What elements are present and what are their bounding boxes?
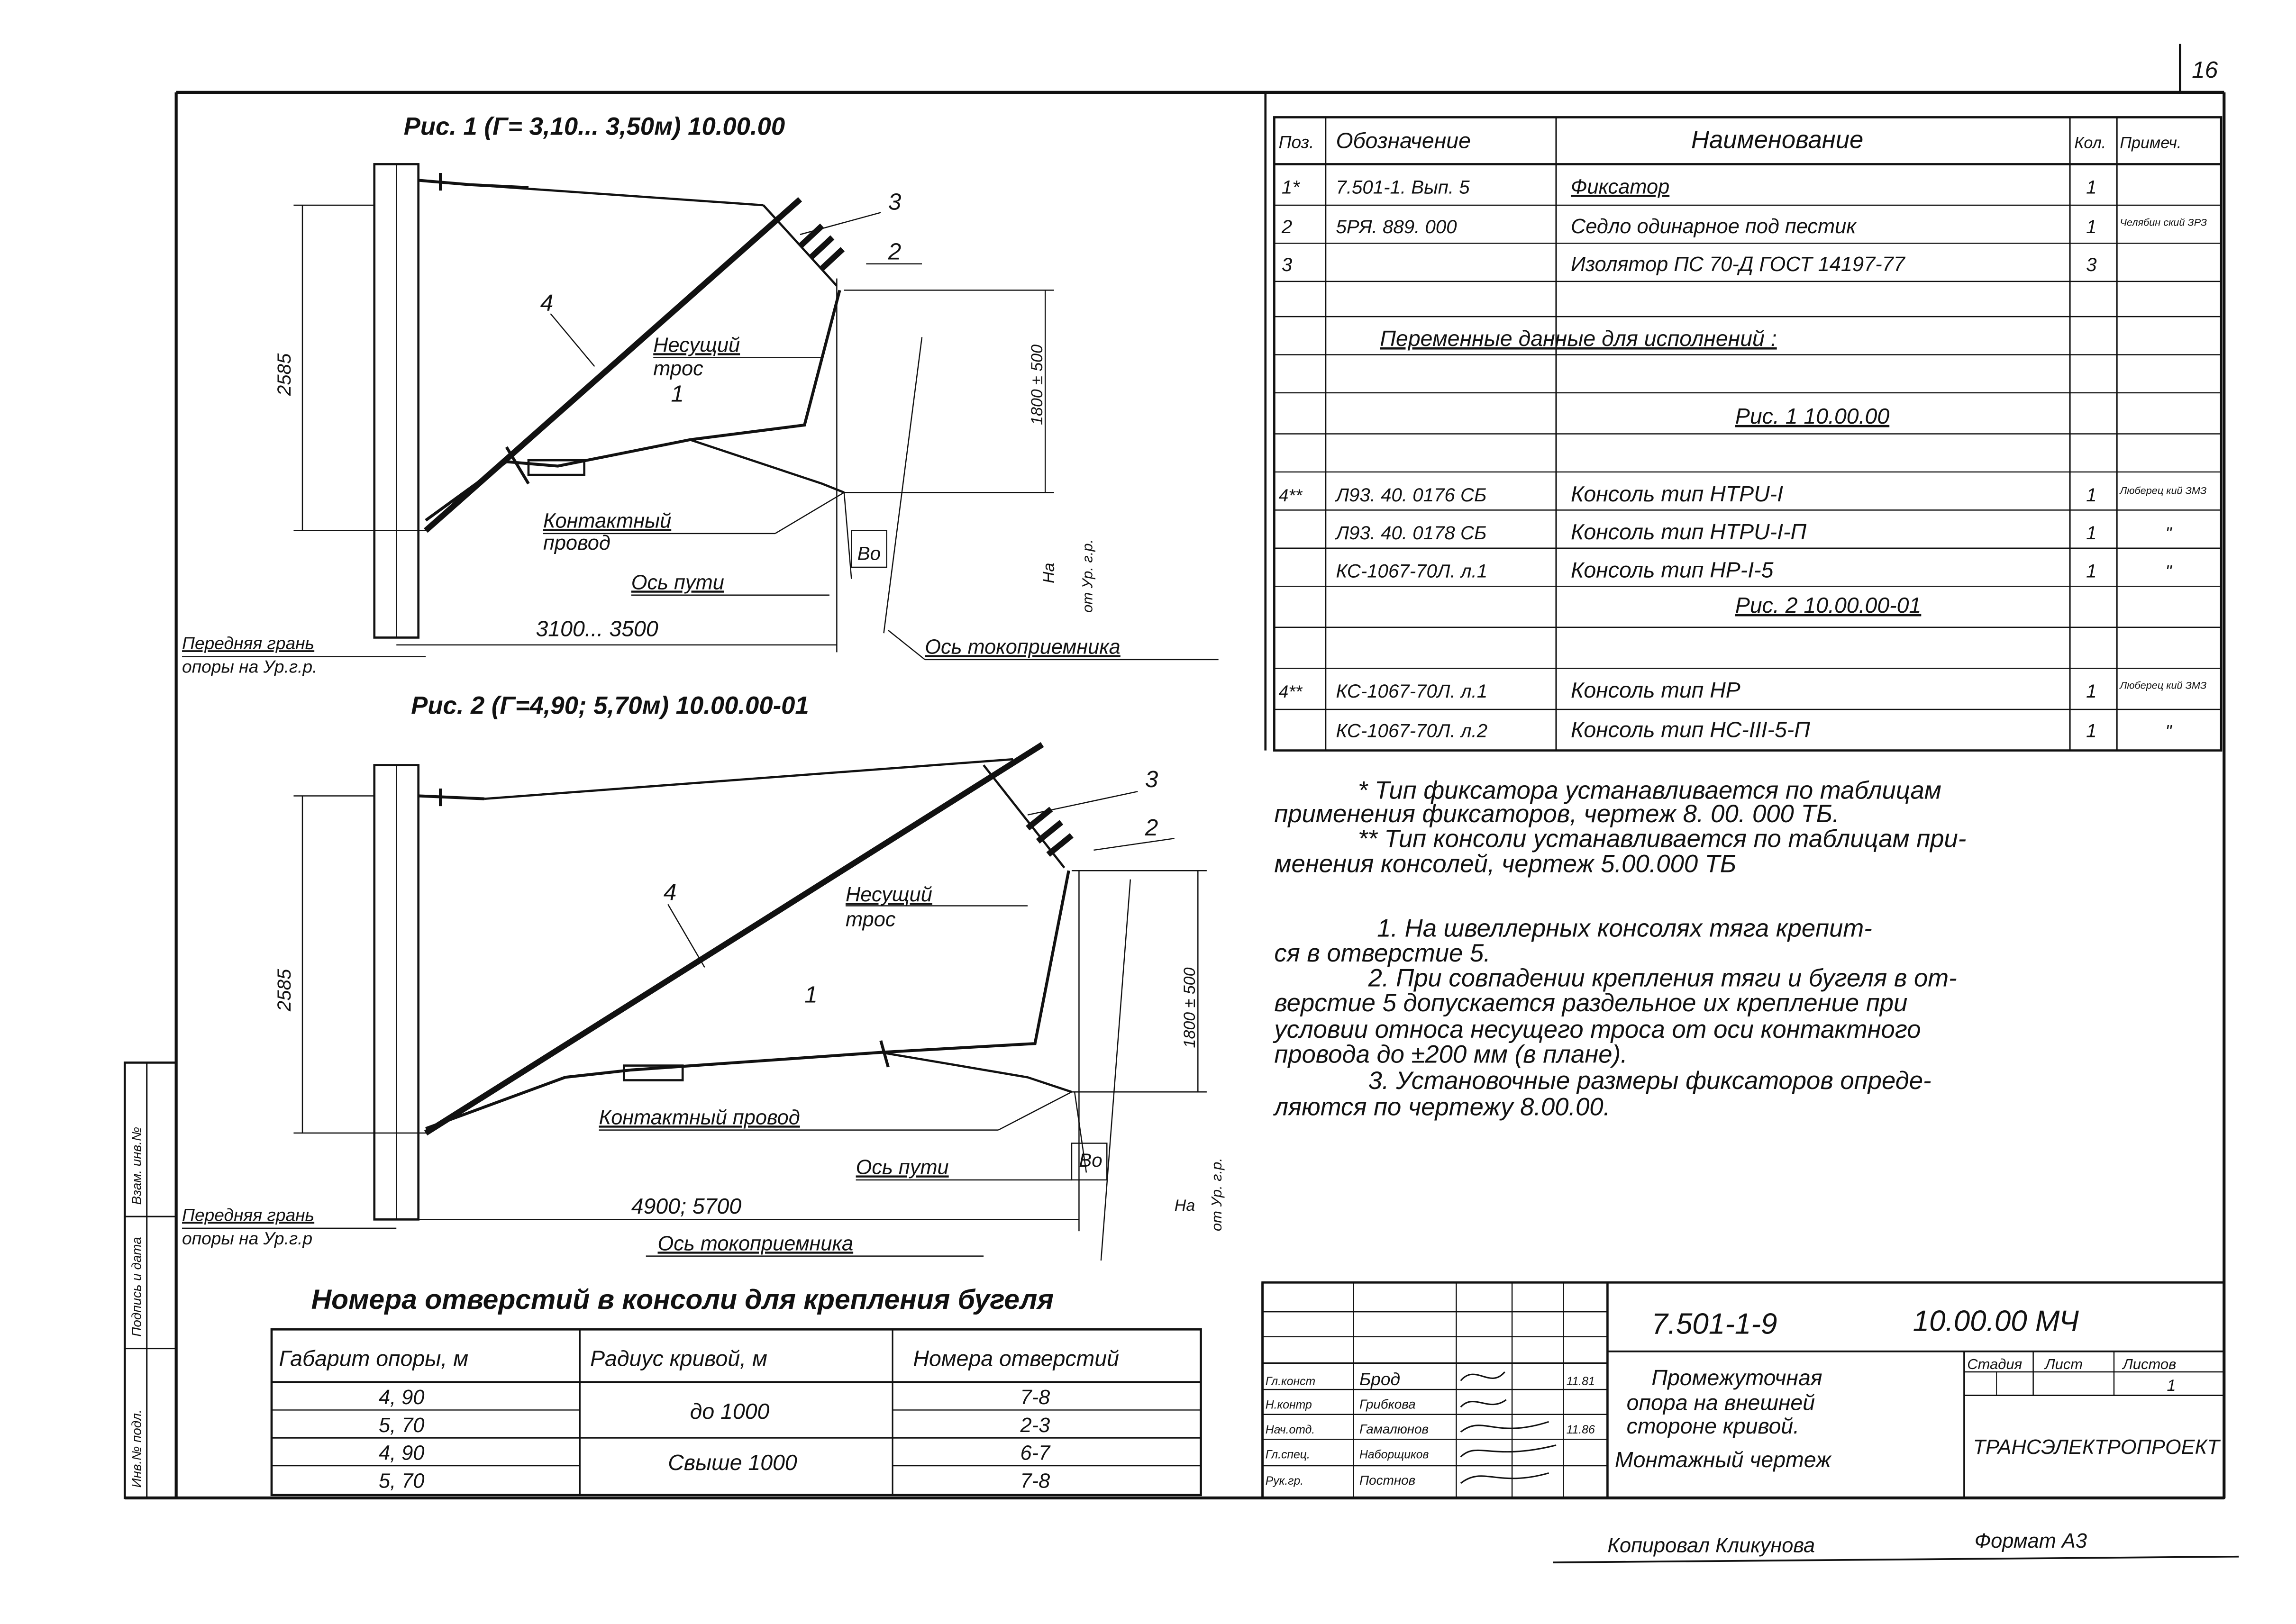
fig1-label-2: 2 xyxy=(888,238,902,265)
note-line: 2. При совпадении крепления тяги и бугеля в от- xyxy=(1368,964,1957,992)
holes-row-holes: 7-8 xyxy=(1020,1386,1050,1409)
holes-row-gauge: 4, 90 xyxy=(379,1386,425,1409)
spec-row-code: КС-1067-70Л. л.1 xyxy=(1336,680,1488,702)
note-line: верстие 5 допускается раздельное их крепление при xyxy=(1274,989,1908,1017)
holes-row-radius: до 1000 xyxy=(690,1399,770,1424)
signer-name: Наборщиков xyxy=(1359,1448,1429,1461)
fig2-title: Рис. 2 (Г=4,90; 5,70м) 10.00.00-01 xyxy=(411,691,809,720)
holes-header-gauge: Габарит опоры, м xyxy=(279,1346,469,1371)
fig1-title: Рис. 1 (Г= 3,10... 3,50м) 10.00.00 xyxy=(403,112,785,141)
stamp-inv-orig: Инв.№ подл. xyxy=(129,1409,144,1488)
note-line: ся в отверстие 5. xyxy=(1274,939,1491,967)
fig1-label-3: 3 xyxy=(888,189,902,215)
sheet-frame xyxy=(125,44,2224,1498)
footnote-line: менения консолей, чертеж 5.00.000 ТБ xyxy=(1274,850,1737,878)
note-line: условии относа несущего троса от оси контактного xyxy=(1274,1015,1921,1043)
spec-row-name: Консоль тип НР xyxy=(1570,678,1740,703)
fig2-label-carrier2: трос xyxy=(845,908,896,931)
title-subtitle: Монтажный чертеж xyxy=(1614,1447,1831,1472)
copied-by: Копировал Кликунова xyxy=(1607,1534,1815,1557)
fig2-label-carrier: Несущий xyxy=(845,883,932,907)
spec-row-qty: 1 xyxy=(2086,680,2097,702)
spec-row-qty: 1 xyxy=(2086,484,2097,506)
footnote-line: применения фиксаторов, чертеж 8. 00. 000 ТБ. xyxy=(1274,800,1840,828)
fig2-label-2: 2 xyxy=(1145,815,1158,841)
format-label: Формат А3 xyxy=(1974,1530,2087,1553)
title-doc-code: 7.501-1-9 xyxy=(1651,1307,1777,1341)
fig2-label-pantograph: Ось токоприемника xyxy=(657,1232,854,1255)
signer-role: Н.контр xyxy=(1265,1398,1312,1412)
holes-row-holes: 2-3 xyxy=(1020,1414,1050,1437)
fig2-label-front2: опоры на Ур.г.р xyxy=(182,1228,313,1248)
fig2-dim-right: 1800 ± 500 xyxy=(1181,967,1199,1048)
footnotes xyxy=(1274,777,1966,878)
signer-name: Брод xyxy=(1359,1369,1401,1389)
footnote-line: ** Тип консоли устанавливается по таблицам при- xyxy=(1358,825,1967,853)
spec-row-pos: 4** xyxy=(1278,681,1303,702)
holes-table-title: Номера отверстий в консоли для крепления бугеля xyxy=(311,1284,1054,1316)
spec-header-code: Обозначение xyxy=(1336,128,1471,153)
fig2-label-4: 4 xyxy=(663,879,677,906)
spec-row-code: 5РЯ. 889. 000 xyxy=(1336,216,1457,237)
spec-header-name: Наименование xyxy=(1691,126,1864,154)
signer-role: Рук.гр. xyxy=(1265,1475,1304,1488)
fig1-label-carrier: Несущий xyxy=(653,334,740,357)
spec-row-note: Люберец кий ЗМЗ xyxy=(2120,679,2207,691)
spec-row-qty: 1 xyxy=(2086,522,2097,544)
fig2-label-1: 1 xyxy=(804,981,818,1008)
spec-row-code: 7.501-1. Вып. 5 xyxy=(1336,176,1470,198)
spec-row-note: " xyxy=(2165,523,2172,544)
fig2-console xyxy=(426,744,1042,1133)
fig1-label-rail1: На xyxy=(1039,563,1058,583)
fig1-dim-span: 3100... 3500 xyxy=(536,616,658,641)
spec-row-pos: 1* xyxy=(1281,176,1300,198)
title-line: стороне кривой. xyxy=(1626,1413,1800,1438)
spec-row-name: Фиксатор xyxy=(1570,175,1670,199)
signer-name: Грибкова xyxy=(1359,1397,1416,1412)
title-stage-header: Стадия xyxy=(1967,1355,2023,1372)
holes-row-radius: Свыше 1000 xyxy=(668,1450,797,1475)
notes xyxy=(1273,914,1957,1121)
fig1-label-contact2: провод xyxy=(543,531,610,554)
signer-role: Нач.отд. xyxy=(1265,1423,1315,1436)
spec-row-qty: 1 xyxy=(2086,176,2097,198)
title-sheets-value: 1 xyxy=(2167,1377,2176,1395)
signer-role: Гл.конст xyxy=(1265,1375,1316,1388)
holes-row-holes: 6-7 xyxy=(1020,1442,1050,1465)
spec-row-qty: 1 xyxy=(2086,720,2097,742)
spec-row-name: Седло одинарное под пестик xyxy=(1570,215,1856,238)
spec-table xyxy=(1274,117,2221,750)
spec-row-code: Л93. 40. 0176 СБ xyxy=(1336,484,1487,506)
spec-row-note: Челябин ский ЗРЗ xyxy=(2120,216,2207,228)
fig1-label-bo: Во xyxy=(857,543,881,564)
fig1-label-pantograph: Ось токоприемника xyxy=(925,635,1121,659)
title-organization: ТРАНСЭЛЕКТРОПРОЕКТ xyxy=(1973,1436,2220,1459)
note-line: ляются по чертежу 8.00.00. xyxy=(1274,1093,1611,1121)
fig1-label-4: 4 xyxy=(540,290,554,316)
signer-date: 11.86 xyxy=(1566,1423,1595,1436)
stamp-signature-date: Подпись и дата xyxy=(129,1237,144,1337)
title-sheets-header: Листов xyxy=(2123,1355,2177,1372)
spec-row-note: Люберец кий ЗМЗ xyxy=(2120,484,2207,497)
fig2-label-rail1: На xyxy=(1174,1196,1195,1215)
spec-row-name: Консоль тип НТРU-I-П xyxy=(1570,519,1807,544)
fig1-dim-height: 2585 xyxy=(273,353,295,396)
spec-row-note: " xyxy=(2165,561,2172,581)
holes-row-gauge: 4, 90 xyxy=(379,1442,425,1465)
spec-row-qty: 3 xyxy=(2086,254,2097,276)
fig1-label-rail2: от Ур. г.р. xyxy=(1079,539,1096,613)
spec-row-name: Консоль тип НТРU-I xyxy=(1570,481,1784,506)
title-block xyxy=(1263,1282,2224,1498)
fig2-insulator xyxy=(984,765,1072,868)
footnote-line: * Тип фиксатора устанавливается по таблицам xyxy=(1358,776,1941,805)
fig2-label-contact: Контактный провод xyxy=(599,1106,800,1129)
fig1-dim-right: 1800 ± 500 xyxy=(1028,344,1047,425)
stamp-replace-inv: Взам. инв.№ xyxy=(129,1127,144,1205)
holes-row-gauge: 5, 70 xyxy=(379,1470,425,1493)
holes-header-radius: Радиус кривой, м xyxy=(590,1346,767,1371)
fig1-insulator xyxy=(764,205,843,286)
fig1-label-carrier2: трос xyxy=(653,357,703,380)
signer-name: Гамалюнов xyxy=(1359,1421,1429,1436)
spec-row-code: КС-1067-70Л. л.1 xyxy=(1336,560,1488,582)
figure-1 xyxy=(182,113,1219,677)
left-stamp xyxy=(125,1062,176,1498)
holes-table xyxy=(272,1284,1201,1495)
spec-row-qty: 1 xyxy=(2086,560,2097,582)
fig2-dim-span: 4900; 5700 xyxy=(631,1193,742,1218)
spec-row-code: КС-1067-70Л. л.2 xyxy=(1336,720,1488,742)
title-line: Промежуточная xyxy=(1651,1365,1822,1390)
holes-header-holes: Номера отверстий xyxy=(913,1346,1119,1371)
title-sheet-header: Лист xyxy=(2045,1355,2083,1372)
title-drawing-code: 10.00.00 МЧ xyxy=(1913,1305,2079,1338)
fig2-label-bo: Во xyxy=(1079,1150,1102,1171)
spec-row-pos: 4** xyxy=(1278,485,1303,505)
fig1-label-track-axis: Ось пути xyxy=(631,571,724,594)
spec-row-name: Рис. 2 10.00.00-01 xyxy=(1735,592,1922,617)
figure-2 xyxy=(182,691,1225,1261)
spec-row-code: Л93. 40. 0178 СБ xyxy=(1336,522,1487,544)
spec-row-qty: 1 xyxy=(2086,216,2097,237)
signer-name: Постнов xyxy=(1359,1473,1416,1488)
holes-row-holes: 7-8 xyxy=(1020,1470,1050,1493)
sheet-number: 16 xyxy=(2192,56,2218,83)
spec-row-name: Переменные данные для исполнений : xyxy=(1380,326,1777,351)
fig2-label-front1: Передняя грань xyxy=(182,1205,315,1225)
handwritten-signatures xyxy=(1461,1372,1556,1483)
spec-header-pos: Поз. xyxy=(1278,132,1314,152)
note-line: 1. На швеллерных консолях тяга крепит- xyxy=(1377,914,1872,943)
fig1-label-front1: Передняя грань xyxy=(182,633,315,653)
spec-row-name: Рис. 1 10.00.00 xyxy=(1735,403,1890,428)
spec-row-name: Консоль тип НР-I-5 xyxy=(1570,557,1774,582)
signer-role: Гл.спец. xyxy=(1265,1448,1310,1461)
fig1-label-contact: Контактный xyxy=(543,509,672,533)
spec-row-pos: 3 xyxy=(1281,254,1293,276)
note-line: провода до ±200 мм (в плане). xyxy=(1274,1040,1628,1069)
signer-date: 11.81 xyxy=(1566,1375,1595,1388)
fig2-label-3: 3 xyxy=(1145,766,1158,792)
fig1-label-front2: опоры на Ур.г.р. xyxy=(182,656,318,677)
spec-row-name: Консоль тип НС-III-5-П xyxy=(1570,717,1810,742)
spec-header-qty: Кол. xyxy=(2074,134,2106,152)
title-line: опора на внешней xyxy=(1626,1390,1815,1415)
fig2-label-rail2: от Ур. г.р. xyxy=(1208,1158,1225,1232)
holes-row-gauge: 5, 70 xyxy=(379,1414,425,1437)
note-line: 3. Установочные размеры фиксаторов опреде- xyxy=(1368,1067,1932,1095)
spec-row-pos: 2 xyxy=(1281,216,1293,237)
fig2-dim-height: 2585 xyxy=(273,969,295,1012)
fig1-label-1: 1 xyxy=(671,381,684,407)
spec-row-note: " xyxy=(2165,721,2172,741)
spec-row-name: Изолятор ПС 70-Д ГОСТ 14197-77 xyxy=(1570,253,1905,276)
fig2-label-track-axis: Ось пути xyxy=(856,1156,949,1179)
spec-header-note: Примеч. xyxy=(2120,134,2182,152)
